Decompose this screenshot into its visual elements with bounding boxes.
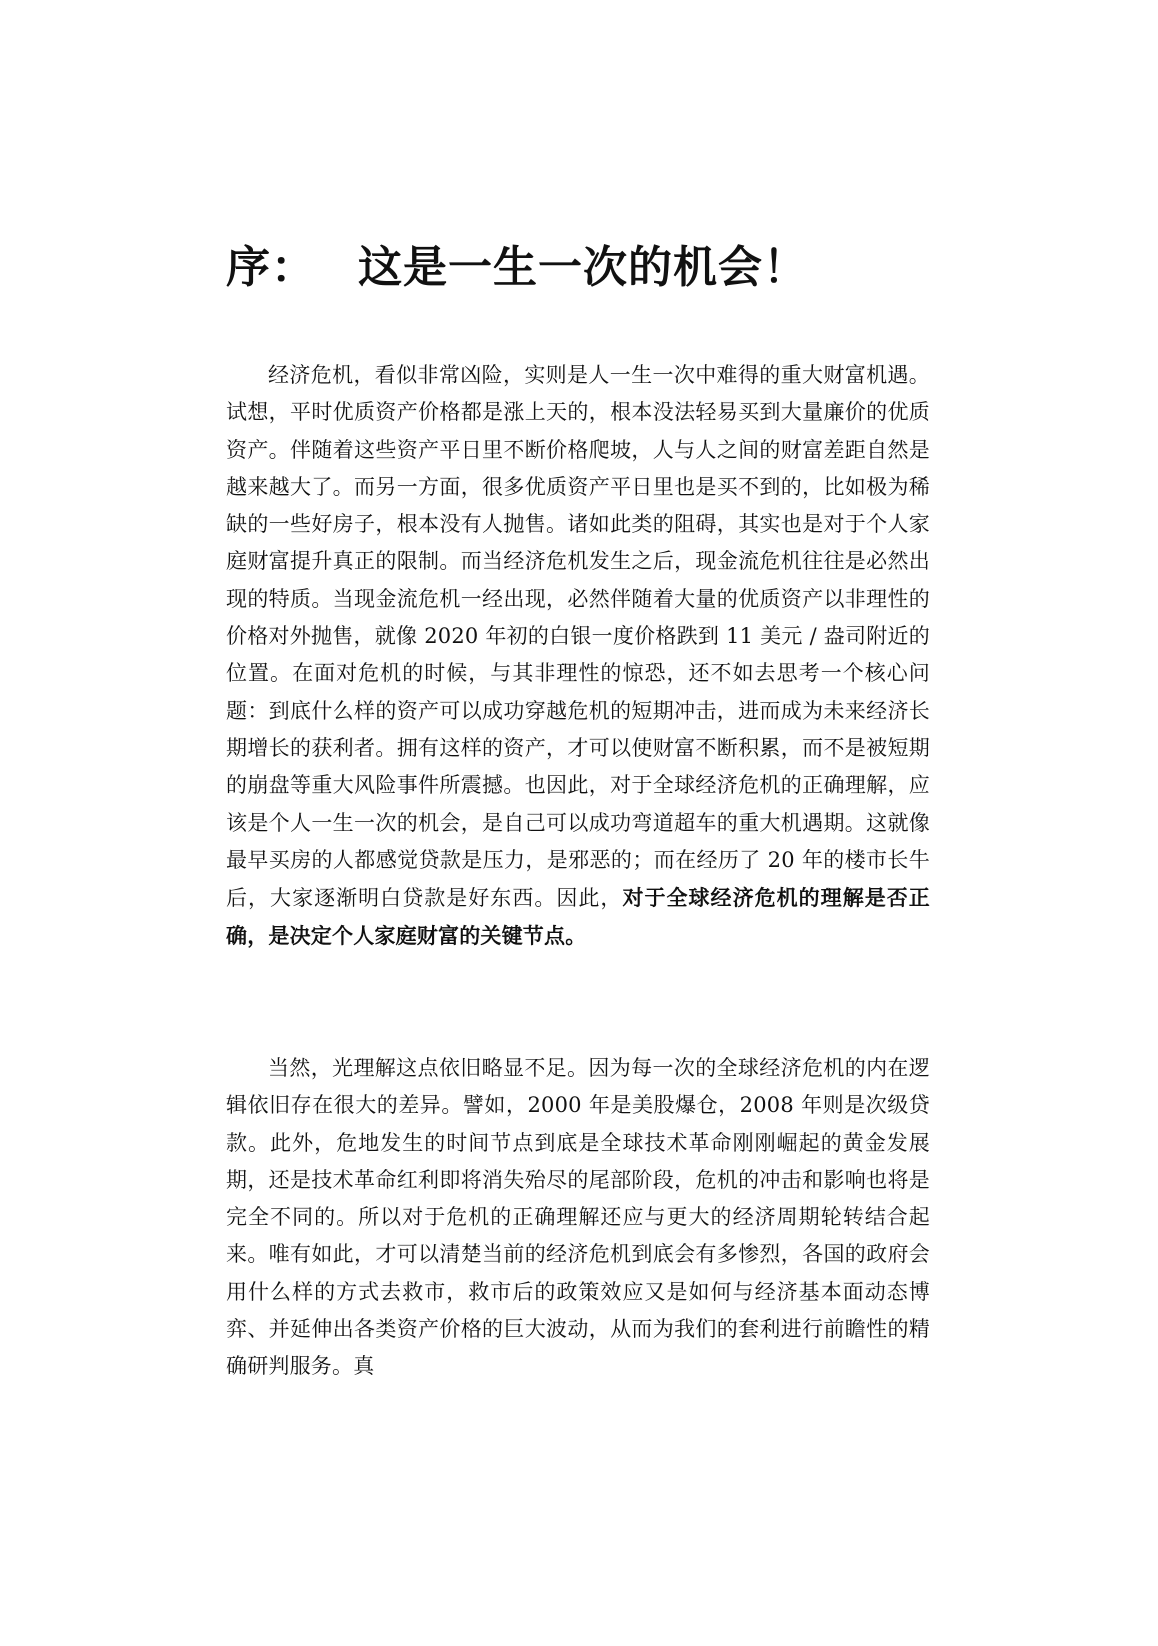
title-main: 这是一生一次的机会！ — [358, 242, 808, 293]
paragraph-1 — [226, 357, 930, 956]
paragraph-2-text: 当然，光理解这点依旧略显不足。因为每一次的全球经济危机的内在逻辑依旧存在很大的差异。譬如，2000 年是美股爆仓，2008 年则是次级贷款。此外，危地发生的时间节点到底是全球技术革命刚刚崛起的黄金发展期，还是技术革命红利即将消失殆尽的尾部阶段，危机的冲击和影响也将是完全不同的。所以对于危机的正确理解还应与更大的经济周期轮转结合起来。唯有如此，才可以清楚当前的经济危机到底会有多惨烈，各国的政府会用什么样的方式去救市，救市后的政策效应又是如何与经济基本面动态博弈、并延伸出各类资产价格的巨大波动，从而为我们的套利进行前瞻性的精确研判服务。真 — [226, 1056, 930, 1379]
page-title — [226, 240, 808, 296]
paragraph-1-bold-conclusion: 对于全球经济危机的理解是否正确，是决定个人家庭财富的关键节点。 — [226, 885, 930, 949]
paragraph-1-text: 经济危机，看似非常凶险，实则是人一生一次中难得的重大财富机遇。试想，平时优质资产价格都是涨上天的，根本没法轻易买到大量廉价的优质资产。伴随着这些资产平日里不断价格爬坡，人与人之间的财富差距自然是越来越大了。而另一方面，很多优质资产平日里也是买不到的，比如极为稀缺的一些好房子，根本没有人抛售。诸如此类的阻碍，其实也是对于个人家庭财富提升真正的限制。而当经济危机发生之后，现金流危机往往是必然出现的特质。当现金流危机一经出现，必然伴随着大量的优质资产以非理性的价格对外抛售，就像 2020 年初的白银一度价格跌到 11 美元 / 盎司附近的位置。在面对危机的时候，与其非理性的惊恐，还不如去思考一个核心问题：到底什么样的资产可以成功穿越危机的短期冲击，进而成为未来经济长期增长的获利者。拥有这样的资产，才可以使财富不断积累，而不是被短期的崩盘等重大风险事件所震撼。也因此，对于全球经济危机的正确理解，应该是个人一生一次的机会，是自己可以成功弯道超车的重大机遇期。这就像最早买房的人都感觉贷款是压力，是邪恶的；而在经历了 20 年的楼市长牛后，大家逐渐明白贷款是好东西。因此， — [226, 363, 930, 911]
title-prefix: 序： — [226, 242, 316, 293]
paragraph-2 — [226, 1050, 930, 1386]
